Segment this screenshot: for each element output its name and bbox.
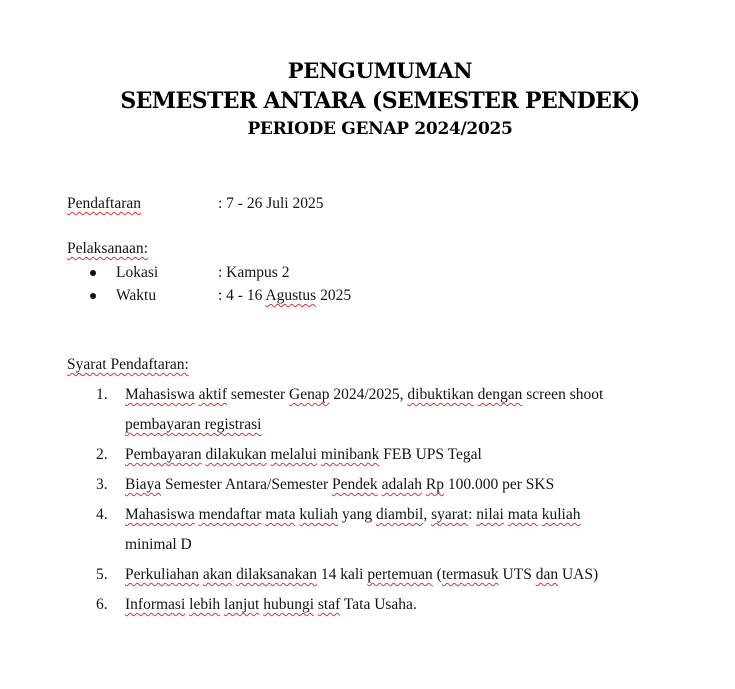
requirements-label: Syarat Pendaftaran: bbox=[67, 356, 189, 373]
requirement-3: Biaya Semester Antara/Semester Pendek adalah Rp 100.000 per SKS bbox=[125, 476, 555, 493]
registration-label: Pendaftaran bbox=[67, 195, 142, 212]
list-item-number: 4. bbox=[96, 506, 108, 523]
list-item-number: 5. bbox=[96, 566, 108, 583]
location-value: : Kampus 2 bbox=[218, 264, 290, 281]
list-item-number: 6. bbox=[96, 596, 108, 613]
registration-value: : 7 - 26 Juli 2025 bbox=[218, 195, 324, 212]
list-item-number: 2. bbox=[96, 446, 108, 463]
list-item-number: 3. bbox=[96, 476, 108, 493]
list-item-number: 1. bbox=[96, 386, 108, 403]
time-label: Waktu bbox=[116, 287, 157, 304]
requirement-4-line2: minimal D bbox=[125, 536, 192, 553]
bullet-icon bbox=[90, 293, 96, 299]
announcement-subtitle: SEMESTER ANTARA (SEMESTER PENDEK) bbox=[120, 88, 640, 114]
time-value: : 4 - 16 Agustus 2025 bbox=[218, 287, 352, 304]
requirement-1-line1: Mahasiswa aktif semester Genap 2024/2025, dibuktikan dengan screen shoot bbox=[125, 386, 604, 403]
requirement-4-line1: Mahasiswa mendaftar mata kuliah yang diambil, syarat: nilai mata kuliah bbox=[125, 506, 581, 523]
announcement-title: PENGUMUMAN bbox=[287, 58, 473, 83]
implementation-label: Pelaksanaan: bbox=[67, 240, 148, 257]
bullet-icon bbox=[90, 270, 96, 276]
location-label: Lokasi bbox=[116, 264, 159, 281]
requirement-6: Informasi lebih lanjut hubungi staf Tata Usaha. bbox=[125, 596, 417, 613]
requirement-1-line2: pembayaran registrasi bbox=[125, 416, 262, 433]
announcement-period: PERIODE GENAP 2024/2025 bbox=[247, 119, 513, 139]
requirement-5: Perkuliahan akan dilaksanakan 14 kali pertemuan (termasuk UTS dan UAS) bbox=[125, 566, 599, 583]
requirement-2: Pembayaran dilakukan melalui minibank FEB UPS Tegal bbox=[125, 446, 482, 463]
